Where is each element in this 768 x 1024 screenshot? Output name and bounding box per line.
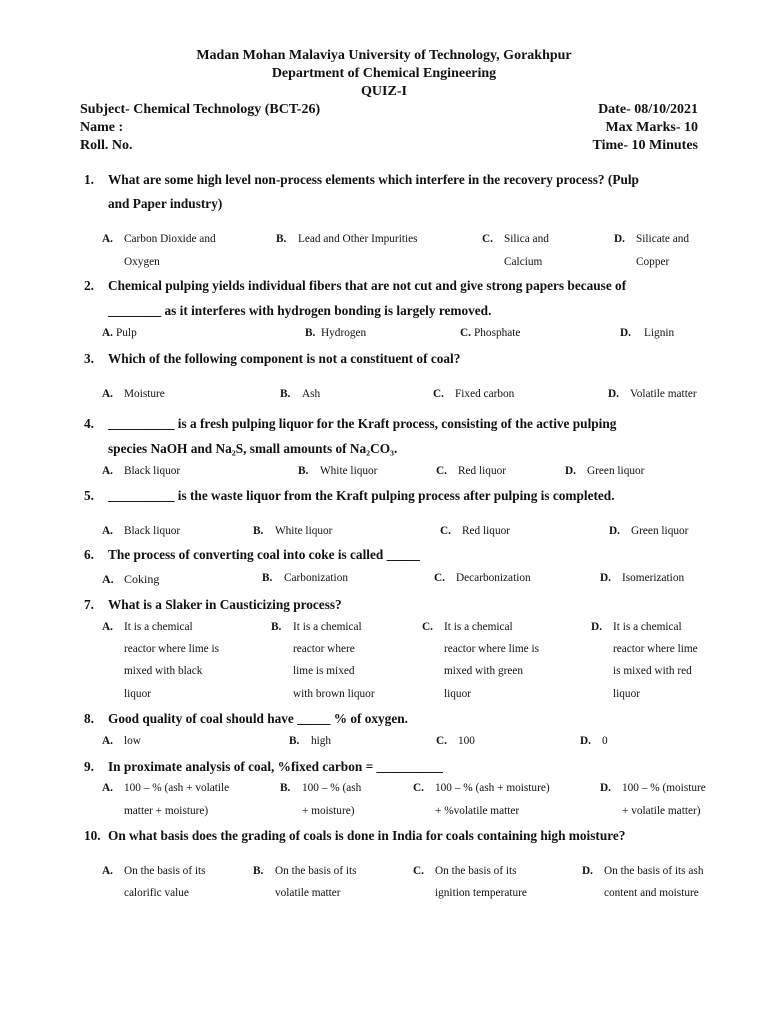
option-text: It is a chemical — [124, 621, 193, 633]
option-text: Lead and Other Impurities — [298, 233, 418, 245]
option-2c[interactable] — [460, 327, 520, 339]
question-text: In proximate analysis of coal, %fixed carbon = __________ — [108, 759, 443, 774]
option-letter: A. — [102, 233, 113, 245]
question-10 — [84, 828, 625, 844]
option-text: White liquor — [320, 465, 378, 477]
option-letter: A. — [102, 525, 113, 537]
question-number: 1. — [84, 172, 94, 187]
name-label: Name : — [80, 120, 124, 135]
option-8c[interactable] — [436, 735, 475, 747]
question-number: 10. — [84, 828, 101, 843]
question-7 — [84, 597, 342, 613]
question-text: __________ is a fresh pulping liquor for the Kraft process, consisting of the active pulping — [108, 416, 617, 431]
option-letter: A. — [102, 572, 114, 586]
question-5 — [84, 488, 615, 504]
max-marks-label: Max Marks- 10 — [605, 120, 698, 135]
option-3b[interactable] — [280, 388, 320, 400]
option-text: Green liquor — [587, 465, 645, 477]
option-text: Carbonization — [284, 572, 348, 584]
option-7a[interactable] — [102, 621, 193, 633]
option-letter: C. — [413, 865, 424, 877]
option-text: On the basis of its ash — [604, 865, 704, 877]
option-text: matter + moisture) — [124, 805, 209, 817]
option-letter: C. — [440, 525, 451, 537]
option-4c[interactable] — [436, 465, 506, 477]
option-text: liquor — [444, 688, 471, 700]
question-text: What are some high level non-process elements which interfere in the recovery process? (Pulp — [108, 172, 639, 187]
option-6c[interactable] — [434, 572, 531, 584]
option-text: 100 – % (moisture — [622, 782, 706, 794]
question-number: 7. — [84, 597, 94, 612]
question-text: Good quality of coal should have _____ % of oxygen. — [108, 711, 408, 726]
option-letter: D. — [609, 525, 620, 537]
question-2 — [84, 278, 626, 294]
option-letter: D. — [565, 465, 576, 477]
option-letter: B. — [298, 465, 309, 477]
question-4 — [84, 416, 616, 432]
question-number: 6. — [84, 547, 94, 562]
option-letter: B. — [253, 525, 264, 537]
option-4a[interactable] — [102, 465, 180, 477]
option-10b[interactable] — [253, 865, 357, 877]
option-text: Decarbonization — [456, 572, 531, 584]
option-letter: A. — [102, 621, 113, 633]
option-letter: B. — [305, 327, 316, 339]
question-text-continued: species NaOH and Na₂S, small amounts of Na₂CO₃. — [108, 441, 398, 456]
option-letter: D. — [582, 865, 593, 877]
option-text: It is a chemical — [293, 621, 362, 633]
option-5d[interactable] — [609, 525, 688, 537]
option-letter: A. — [102, 388, 113, 400]
option-7b[interactable] — [271, 621, 362, 633]
option-text: 100 – % (ash + volatile — [124, 782, 230, 794]
option-text: ignition temperature — [435, 887, 527, 899]
option-text: Red liquor — [462, 525, 511, 537]
option-letter: B. — [262, 572, 273, 584]
option-2a[interactable] — [102, 327, 137, 339]
quiz-title: QUIZ-I — [361, 84, 407, 99]
option-text: with brown liquor — [293, 688, 375, 700]
question-9 — [84, 759, 443, 775]
question-text-continued: and Paper industry) — [108, 196, 223, 211]
option-3d[interactable] — [608, 388, 697, 400]
option-letter: A. — [102, 782, 113, 794]
option-text: reactor where lime is — [124, 643, 220, 655]
option-text: liquor — [613, 688, 640, 700]
option-text: + moisture) — [302, 805, 355, 817]
question-text: What is a Slaker in Causticizing process? — [108, 597, 342, 612]
option-text: low — [124, 735, 141, 747]
option-letter: C. — [436, 465, 447, 477]
option-text: Green liquor — [631, 525, 689, 537]
question-number: 3. — [84, 351, 94, 366]
option-text: Ash — [302, 388, 321, 400]
option-text: content and moisture — [604, 887, 699, 899]
option-6b[interactable] — [262, 572, 348, 584]
option-4d[interactable] — [565, 465, 644, 477]
question-text: The process of converting coal into coke is called _____ — [108, 547, 420, 562]
option-6a[interactable] — [102, 572, 159, 587]
option-text: Silicate and — [636, 233, 690, 245]
option-9c[interactable] — [413, 782, 550, 794]
option-letter: A. — [102, 735, 113, 747]
question-number: 5. — [84, 488, 94, 503]
option-text: mixed with black — [124, 665, 203, 677]
option-letter: D. — [580, 735, 591, 747]
option-letter: B. — [271, 621, 282, 633]
option-letter: C. — [460, 327, 471, 339]
option-text: Moisture — [124, 388, 165, 400]
question-number: 4. — [84, 416, 94, 431]
option-10c[interactable] — [413, 865, 517, 877]
option-3a[interactable] — [102, 388, 165, 400]
option-text: On the basis of its — [435, 865, 517, 877]
option-letter: D. — [591, 621, 602, 633]
option-text: Black liquor — [124, 465, 181, 477]
option-letter: B. — [280, 388, 291, 400]
option-letter: C. — [434, 572, 445, 584]
option-10d[interactable] — [582, 865, 703, 877]
option-text: Hydrogen — [321, 327, 367, 339]
option-text: White liquor — [275, 525, 333, 537]
option-4b[interactable] — [298, 465, 377, 477]
option-text: volatile matter — [275, 887, 341, 899]
option-text: On the basis of its — [275, 865, 357, 877]
option-text: Carbon Dioxide and — [124, 233, 216, 245]
option-text: 100 — [458, 735, 475, 747]
option-letter: D. — [620, 327, 631, 339]
question-number: 8. — [84, 711, 94, 726]
department-name: Department of Chemical Engineering — [271, 66, 497, 81]
option-5b[interactable] — [253, 525, 332, 537]
question-number: 9. — [84, 759, 94, 774]
option-8b[interactable] — [289, 735, 331, 747]
option-letter: C. — [422, 621, 433, 633]
option-letter: D. — [608, 388, 619, 400]
question-number: 2. — [84, 278, 94, 293]
option-letter: C. — [436, 735, 447, 747]
option-text: lime is mixed — [293, 665, 355, 677]
option-letter: A. — [102, 865, 113, 877]
option-text: + %volatile matter — [435, 805, 520, 817]
option-text: Silica and — [504, 233, 549, 245]
option-text: It is a chemical — [613, 621, 682, 633]
option-text: Fixed carbon — [455, 388, 515, 400]
option-text: Isomerization — [622, 572, 685, 584]
option-text: Oxygen — [124, 256, 160, 268]
option-letter: C. — [482, 233, 493, 245]
option-2d[interactable] — [620, 327, 674, 339]
option-text: 100 – % (ash — [302, 782, 362, 794]
option-text: It is a chemical — [444, 621, 513, 633]
option-8a[interactable] — [102, 735, 141, 747]
option-letter: C. — [433, 388, 444, 400]
option-letter: A. — [102, 327, 113, 339]
option-5c[interactable] — [440, 525, 510, 537]
option-text: 100 – % (ash + moisture) — [435, 782, 550, 794]
option-5a[interactable] — [102, 525, 180, 537]
option-1b[interactable] — [276, 233, 418, 245]
option-9a[interactable] — [102, 782, 229, 794]
option-text: Copper — [636, 256, 670, 268]
option-text: On the basis of its — [124, 865, 206, 877]
option-letter: B. — [280, 782, 291, 794]
option-text: 0 — [602, 735, 608, 747]
option-letter: D. — [600, 572, 611, 584]
option-letter: A. — [102, 465, 113, 477]
university-name: Madan Mohan Malaviya University of Technology, Gorakhpur — [196, 48, 572, 63]
option-8d[interactable] — [580, 735, 608, 747]
option-7d[interactable] — [591, 621, 682, 633]
option-9d[interactable] — [600, 782, 706, 794]
option-1c[interactable] — [482, 233, 549, 245]
date-label: Date- 08/10/2021 — [598, 102, 698, 117]
option-3c[interactable] — [433, 388, 514, 400]
subject-label: Subject- Chemical Technology (BCT-26) — [80, 102, 321, 117]
option-letter: B. — [253, 865, 264, 877]
option-text: Pulp — [116, 327, 137, 339]
question-6 — [84, 547, 420, 563]
option-text: mixed with green — [444, 665, 524, 677]
option-letter: D. — [600, 782, 611, 794]
option-letter: C. — [413, 782, 424, 794]
option-text: calorific value — [124, 887, 189, 899]
question-text: On what basis does the grading of coals is done in India for coals containing high moisture? — [108, 828, 626, 843]
option-text: reactor where lime is — [444, 643, 540, 655]
question-1 — [84, 172, 639, 188]
roll-label: Roll. No. — [80, 138, 133, 153]
option-7c[interactable] — [422, 621, 513, 633]
time-label: Time- 10 Minutes — [592, 138, 698, 153]
option-text: Black liquor — [124, 525, 181, 537]
option-10a[interactable] — [102, 865, 206, 877]
option-text: is mixed with red — [613, 665, 692, 677]
option-text: high — [311, 735, 332, 747]
question-text: Chemical pulping yields individual fibers that are not cut and give strong papers because of — [108, 278, 627, 293]
option-6d[interactable] — [600, 572, 684, 584]
option-letter: B. — [276, 233, 287, 245]
option-text: Calcium — [504, 256, 543, 268]
option-text: reactor where lime — [613, 643, 698, 655]
option-2b[interactable] — [305, 327, 366, 339]
question-text-continued: ________ as it interferes with hydrogen bonding is largely removed. — [108, 303, 492, 318]
option-text: Lignin — [644, 327, 675, 339]
option-text: Volatile matter — [630, 388, 697, 400]
question-3 — [84, 351, 460, 367]
option-text: + volatile matter) — [622, 805, 701, 817]
question-text: __________ is the waste liquor from the Kraft pulping process after pulping is completed. — [108, 488, 615, 503]
question-8 — [84, 711, 408, 727]
option-text: Coking — [124, 572, 160, 586]
option-text: Phosphate — [474, 327, 521, 339]
question-text: Which of the following component is not a constituent of coal? — [108, 351, 461, 366]
option-1d[interactable] — [614, 233, 689, 245]
option-letter: B. — [289, 735, 300, 747]
option-9b[interactable] — [280, 782, 361, 794]
option-letter: D. — [614, 233, 625, 245]
option-text: Red liquor — [458, 465, 507, 477]
option-text: liquor — [124, 688, 151, 700]
option-1a[interactable] — [102, 233, 216, 245]
option-text: reactor where — [293, 643, 355, 655]
